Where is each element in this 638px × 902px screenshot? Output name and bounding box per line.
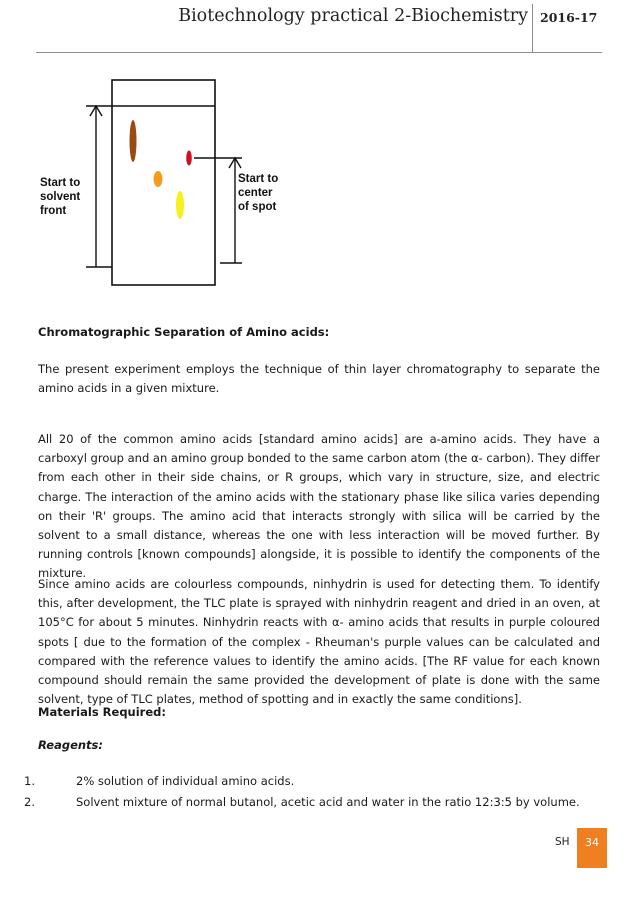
reagent-list-item <box>24 774 294 788</box>
tlc-diagram <box>20 70 310 295</box>
list-number: 1. <box>24 774 35 788</box>
page-number-badge: 34 <box>577 828 607 868</box>
list-number: 2. <box>24 795 35 809</box>
materials-heading: Materials Required: <box>38 705 166 719</box>
list-text: 2% solution of individual amino acids. <box>76 774 295 788</box>
header-year: 2016-17 <box>540 10 598 25</box>
amino-acids-paragraph: All 20 of the common amino acids [standard amino acids] are a-amino acids. They have a carboxyl group and an amino group bonded to the same carbon atom (the α- carbon). They differ from each other in their side chains, or R groups, which vary in structure, size, and electric charge. The interaction of the amino acids with the stationary phase like silica varies depending on their 'R' groups. The amino acid that interacts strongly with silica will be carried by the solvent to a small distance, whereas the one with less interaction will be moved further. By running controls [known compounds] alongside, it is possible to identify the components of the mixture. <box>38 432 600 581</box>
spot-brown <box>130 120 137 162</box>
spot-orange <box>154 171 163 187</box>
tlc-plate <box>112 80 215 285</box>
header-divider-horizontal <box>36 52 602 53</box>
ninhydrin-paragraph: Since amino acids are colourless compounds, ninhydrin is used for detecting them. To identify this, after development, the TLC plate is sprayed with ninhydrin reagent and dried in an oven, at 105°C for about 5 minutes. Ninhydrin reacts with α- amino acids that results in purple coloured spots [ due to the formation of the complex - Rheuman's purple values can be calculated and compared with the reference values to identify the amino acids. [The RF value for each known compound should remain the same provided the development of plate is done with the same solvent, type of TLC plates, method of spotting and in exactly the same conditions]. <box>38 577 600 707</box>
spot-yellow <box>176 191 184 219</box>
right-label-line-2: center <box>238 187 273 199</box>
spot-red <box>186 151 192 166</box>
reagents-heading: Reagents: <box>38 738 104 752</box>
footer-initials: SH <box>555 836 570 848</box>
right-label-line-1: Start to <box>238 173 279 185</box>
left-label-line-3: front <box>40 205 67 217</box>
section-heading: Chromatographic Separation of Amino acids: <box>38 325 330 339</box>
header-title: Biotechnology practical 2-Biochemistry <box>178 6 528 26</box>
left-label-line-2: solvent <box>40 191 81 203</box>
reagent-list-item <box>24 795 580 809</box>
list-text: Solvent mixture of normal butanol, acetic acid and water in the ratio 12:3:5 by volume. <box>76 795 580 809</box>
right-label-line-3: of spot <box>238 201 277 213</box>
left-label-line-1: Start to <box>40 177 81 189</box>
intro-paragraph: The present experiment employs the technique of thin layer chromatography to separate the amino acids in a given mixture. <box>38 362 600 396</box>
header-divider-vertical <box>532 4 533 52</box>
